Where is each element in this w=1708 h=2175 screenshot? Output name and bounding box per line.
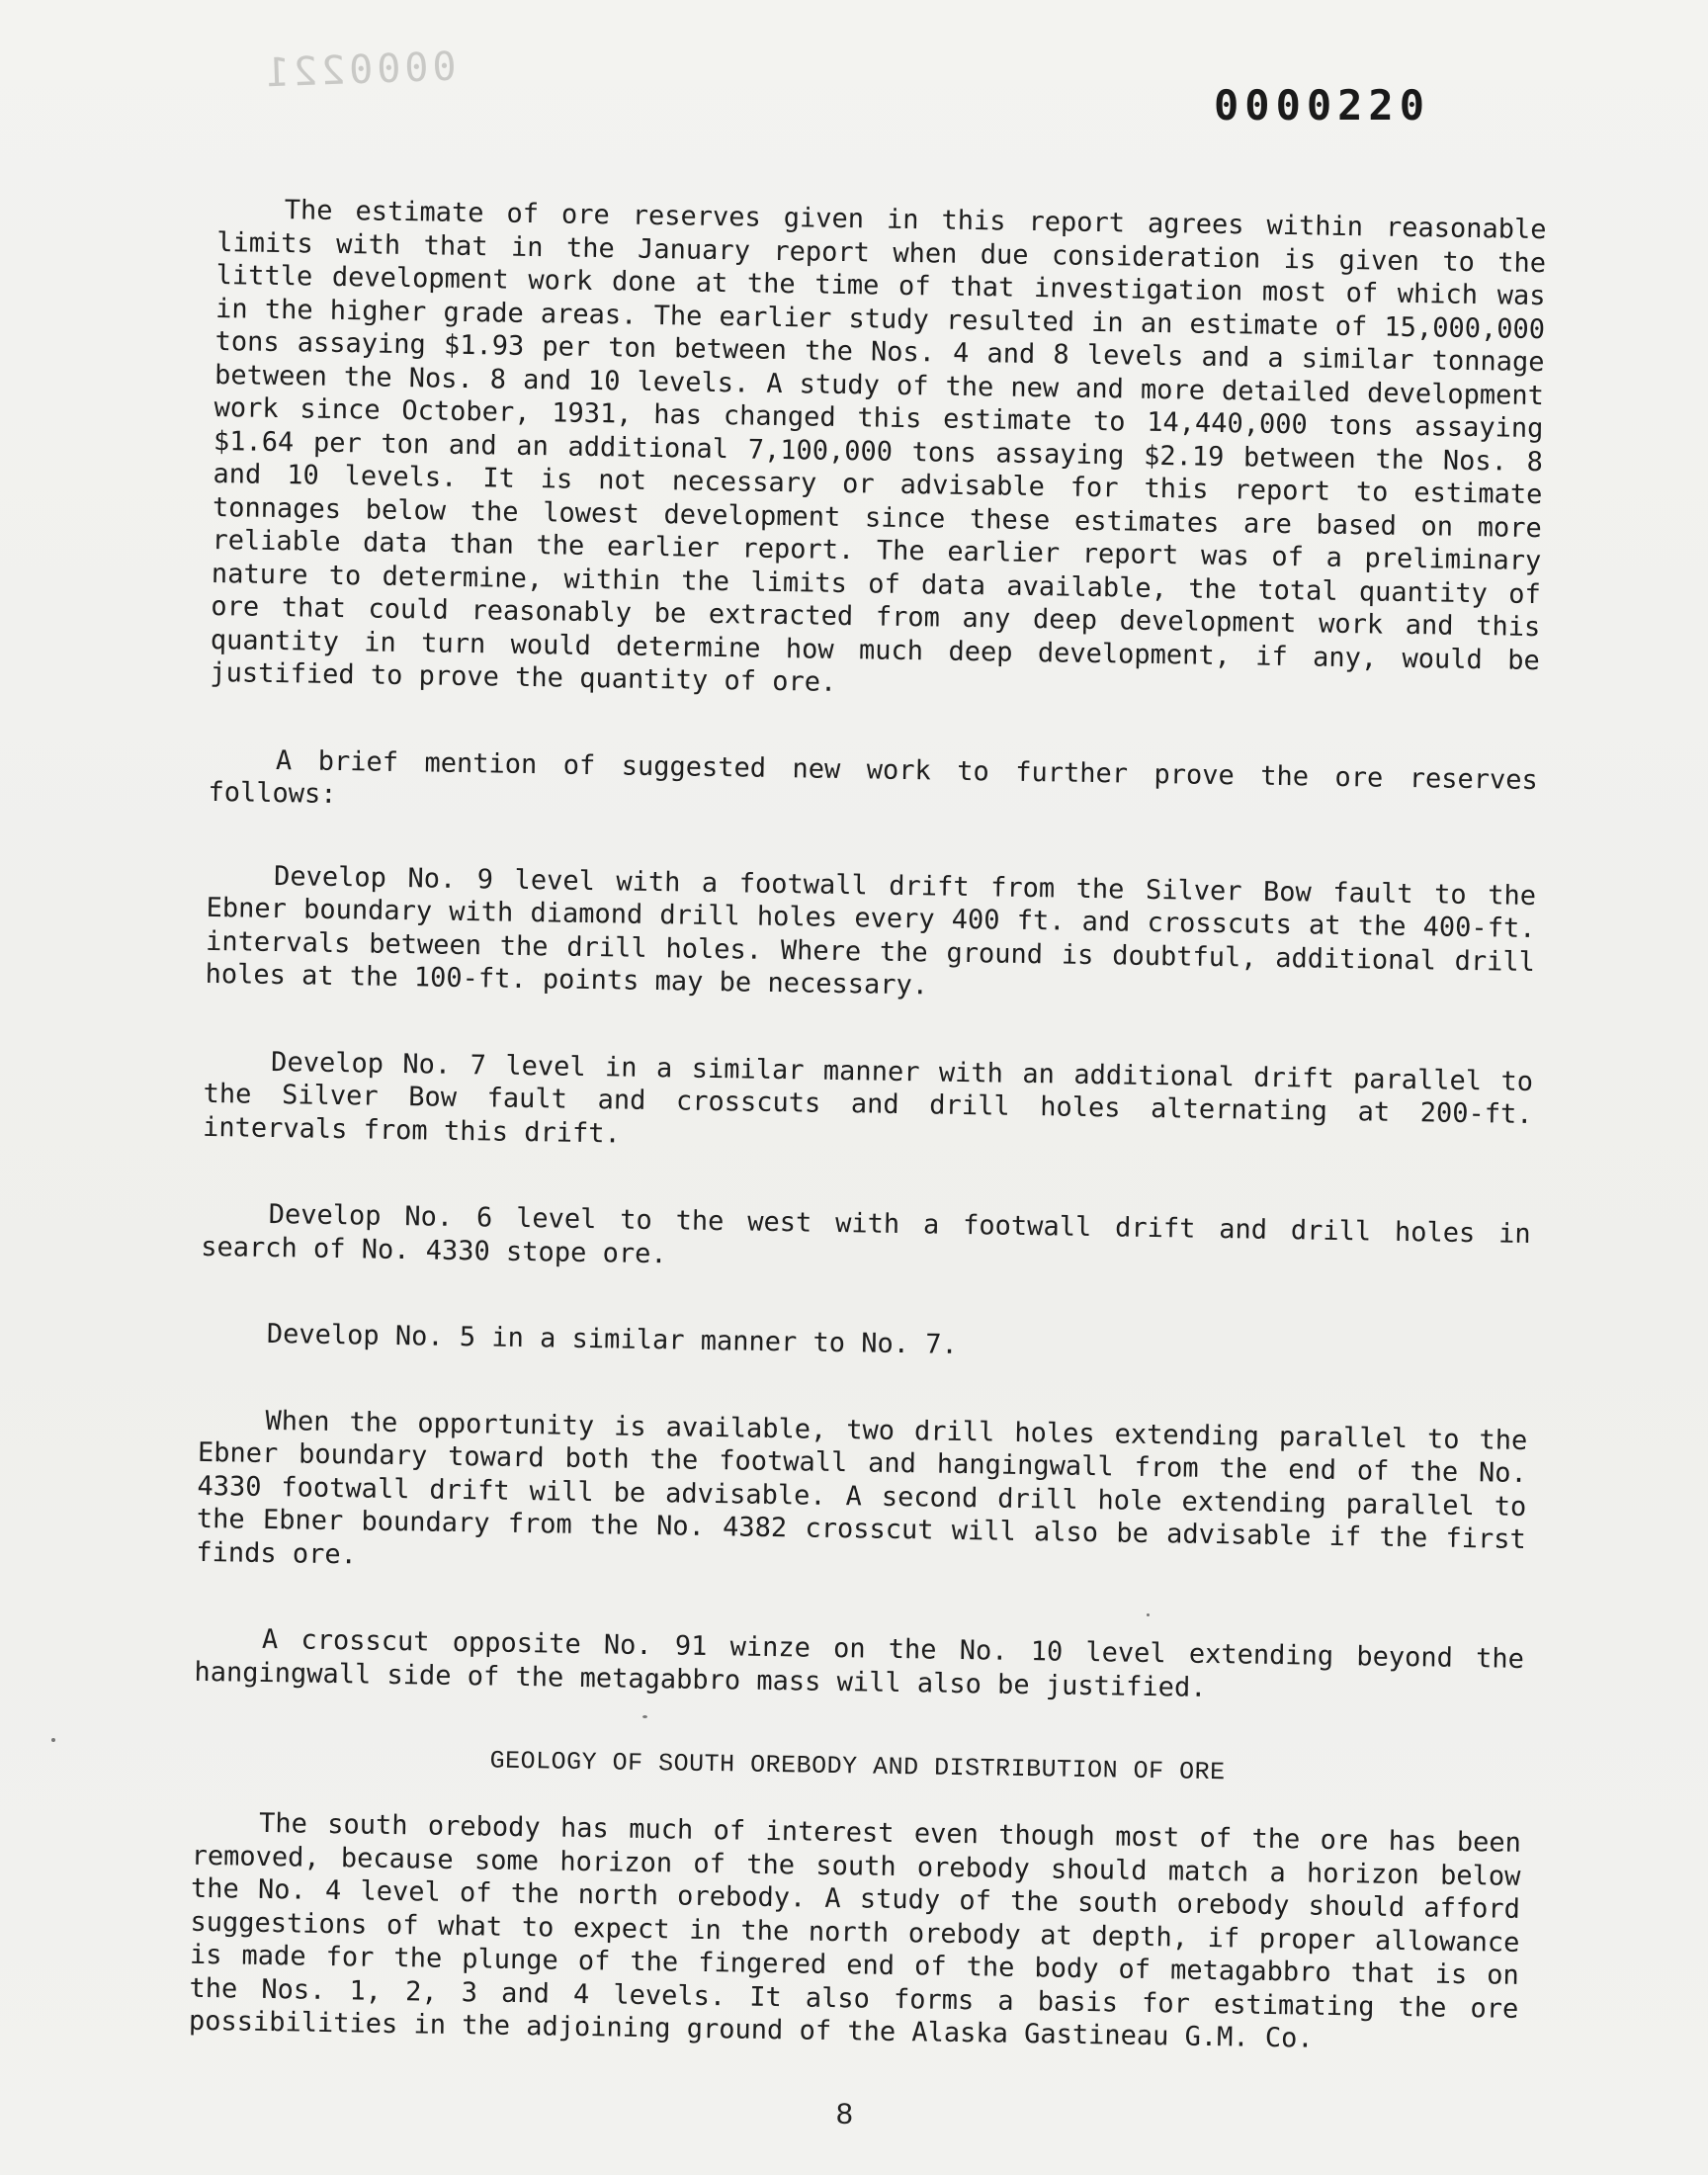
paragraph-develop-no-9: Develop No. 9 level with a footwall drift from the Silver Bow fault to the Ebner boundary with diamond drill holes every 400 ft. and crosscuts at the 400-ft. intervals between the drill holes. Where the ground is doubtful, additional drill holes at the 100-ft. points may be necessary.: [205, 860, 1537, 1001]
paragraph-crosscut: A crosscut opposite No. 91 winze on the No. 10 level extending beyond the hangingwall side of the metagabbro mass will also be justified.: [194, 1623, 1525, 1703]
report-body: [188, 193, 1547, 2112]
paragraph-drill-holes: When the opportunity is available, two drill holes extending parallel to the Ebner boundary toward both the footwall and hangingwall from the end of the No. 4330 footwall drift will be advisable. A second drill hole extending parallel to the Ebner boundary from the No. 4382 crosscut will also be advisable if the first finds ore.: [196, 1405, 1528, 1570]
paper-speck: [642, 1715, 647, 1718]
paragraph-south-orebody: The south orebody has much of interest even though most of the ore has been removed, because some horizon of the south orebody should match a horizon below the No. 4 level of the north orebody. A study of the south orebody should afford suggestions of what to expect in the north orebody at depth, if proper allowance is made for the plunge of the fingered end of the body of metagabbro that is on the Nos. 1, 2, 3 and 4 levels. It also forms a basis for estimating the ore possibilities in the adjoining ground of the Alaska Gastineau G.M. Co.: [188, 1807, 1522, 2054]
paragraph-develop-no-6: Develop No. 6 level to the west with a footwall drift and drill holes in search of No. 4330 stope ore.: [201, 1198, 1531, 1269]
paper-speck: [1147, 1613, 1150, 1616]
paragraph-suggested-work-intro: A brief mention of suggested new work to further prove the ore reserves follows:: [208, 744, 1539, 810]
paper-speck: [51, 1738, 55, 1742]
paragraph-develop-no-5: Develop No. 5 in a similar manner to No. 7.: [266, 1318, 959, 1360]
bleed-through-document-number: 0000221: [261, 44, 458, 97]
section-heading: GEOLOGY OF SOUTH OREBODY AND DISTRIBUTION OF ORE: [489, 1746, 1226, 1787]
page-number: 8: [836, 2098, 853, 2131]
document-number: 0000220: [1214, 81, 1431, 130]
paragraph-ore-reserves-estimate: The estimate of ore reserves given in this report agrees within reasonable limits with that in the January report when due consideration is given to the little development work done at the time of that investigation most of which was in the higher grade areas. The earlier study resulted in an estimate of 15,000,000 tons assaying $1.93 per ton between the Nos. 4 and 8 levels and a similar tonnage between the Nos. 8 and 10 levels. A study of the new and more detailed development work since October, 1931, has changed this estimate to 14,440,000 tons assaying $1.64 per ton and an additional 7,100,000 tons assaying $2.19 between the Nos. 8 and 10 levels. It is not necessary or advisable for this report to estimate tonnages below the lowest development since these estimates are based on more reliable data than the earlier report. The earlier report was of a preliminary nature to determine, within the limits of data available, the total quantity of ore that could reasonably be extracted from any deep development work and this quantity in turn would determine how much deep development, if any, would be justified to prove the quantity of ore.: [210, 195, 1547, 698]
paragraph-develop-no-7: Develop No. 7 level in a similar manner with an additional drift parallel to the Silver Bow fault and crosscuts and drill holes alternating at 200-ft. intervals from this drift.: [202, 1046, 1534, 1150]
